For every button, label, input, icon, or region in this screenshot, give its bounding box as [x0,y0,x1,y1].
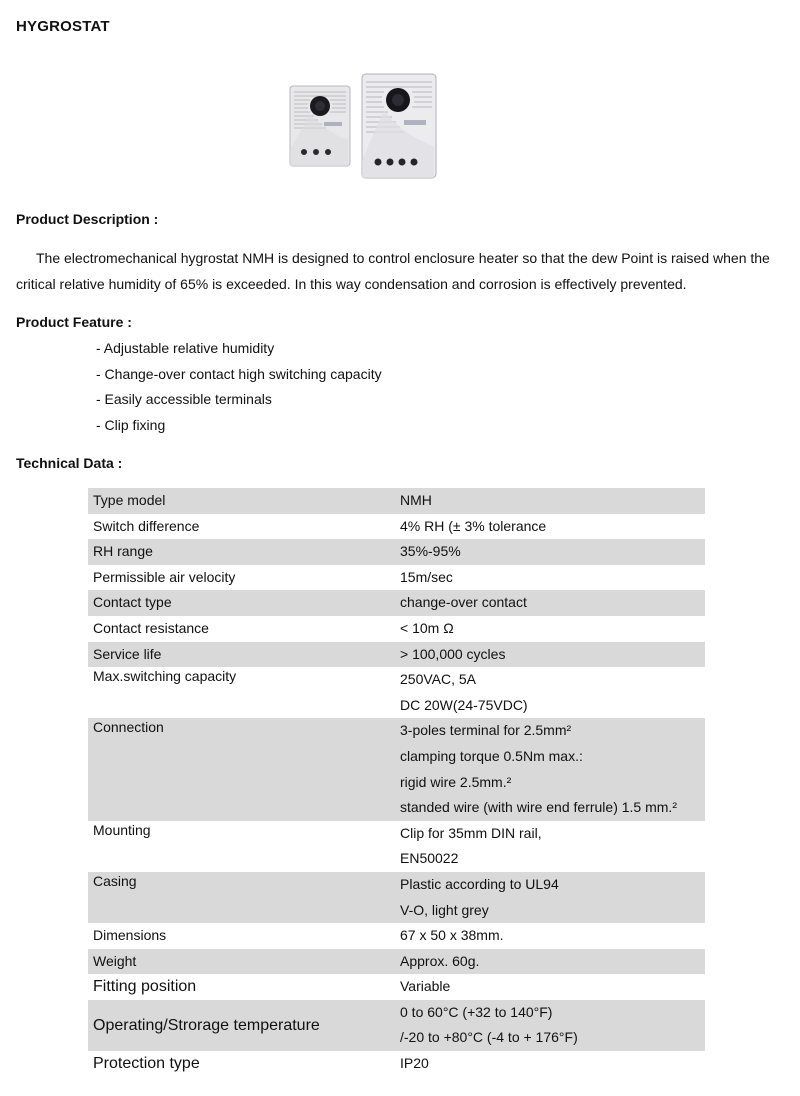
large-hygrostat-unit [362,74,436,178]
spec-value: 4% RH (± 3% tolerance [400,517,547,534]
feature-item: - Change-over contact high switching capacity [96,365,382,382]
spec-label: Type model [88,488,395,514]
table-row [88,1051,705,1077]
feature-list [96,336,382,438]
spec-label: Weight [88,949,395,975]
table-row [88,514,705,540]
description-line-2: critical relative humidity of 65% is exceeded. In this way condensation and corrosion is effectively prevented. [16,276,687,292]
table-row [88,821,705,872]
spec-label: Mounting [93,821,151,838]
spec-value: 67 x 50 x 38mm. [400,927,504,944]
spec-value: 15m/sec [400,568,453,585]
technical-data-heading: Technical Data : [16,455,123,471]
spec-label: Dimensions [93,927,167,944]
spec-value: 3-poles terminal for 2.5mm² clamping torque 0.5Nm max.: rigid wire 2.5mm.² standed wire (with wire end ferrule) 1.5 mm.² [395,718,705,820]
spec-value: Plastic according to UL94 V-O, light grey [395,872,705,923]
spec-value: < 10m Ω [400,619,454,636]
spec-value: 0 to 60°C (+32 to 140°F) /-20 to +80°C (-4 to + 176°F) [395,1000,705,1051]
table-row [88,616,705,642]
spec-value: 250VAC, 5A DC 20W(24-75VDC) [400,671,528,713]
spec-value: > 100,000 cycles [395,642,705,668]
spec-label: Service life [88,642,395,668]
spec-label: Contact resistance [93,619,209,636]
technical-data-table [88,488,705,1077]
spec-label: Contact type [88,590,395,616]
page-title: HYGROSTAT [16,18,110,35]
table-row [88,488,705,514]
product-description-heading: Product Description : [16,211,159,227]
spec-label: Protection type [93,1055,200,1073]
feature-item: - Adjustable relative humidity [96,340,275,356]
spec-label: Switch difference [93,517,200,534]
spec-label: RH range [88,539,395,565]
spec-value: Clip for 35mm DIN rail, EN50022 [400,824,542,867]
table-row [88,718,705,820]
spec-value: change-over contact [395,590,705,616]
spec-label: Max.switching capacity [93,668,237,685]
spec-value: NMH [395,488,705,514]
description-line-1: The electromechanical hygrostat NMH is designed to control enclosure heater so that the dew Point is raised when the [36,250,770,266]
spec-label: Permissible air velocity [93,568,236,585]
product-photo [286,70,444,182]
product-description-text [16,245,784,297]
table-row [88,923,705,949]
spec-label: Casing [88,872,395,923]
table-row [88,949,705,975]
table-row [88,667,705,718]
spec-label: Fitting position [93,978,197,996]
table-row [88,1000,705,1051]
product-feature-heading: Product Feature : [16,314,132,330]
spec-label: Connection [88,718,395,820]
spec-value: Approx. 60g. [395,949,705,975]
table-row [88,590,705,616]
spec-value: 35%-95% [395,539,705,565]
spec-label: Operating/Strorage temperature [88,1000,395,1051]
table-row [88,642,705,668]
small-hygrostat-unit [290,86,350,166]
spec-value: Variable [400,978,451,995]
table-row [88,565,705,591]
spec-value: IP20 [400,1055,429,1072]
feature-item: - Easily accessible terminals [96,391,272,408]
table-row [88,539,705,565]
table-row [88,872,705,923]
table-row [88,974,705,1000]
feature-item: - Clip fixing [96,416,166,433]
